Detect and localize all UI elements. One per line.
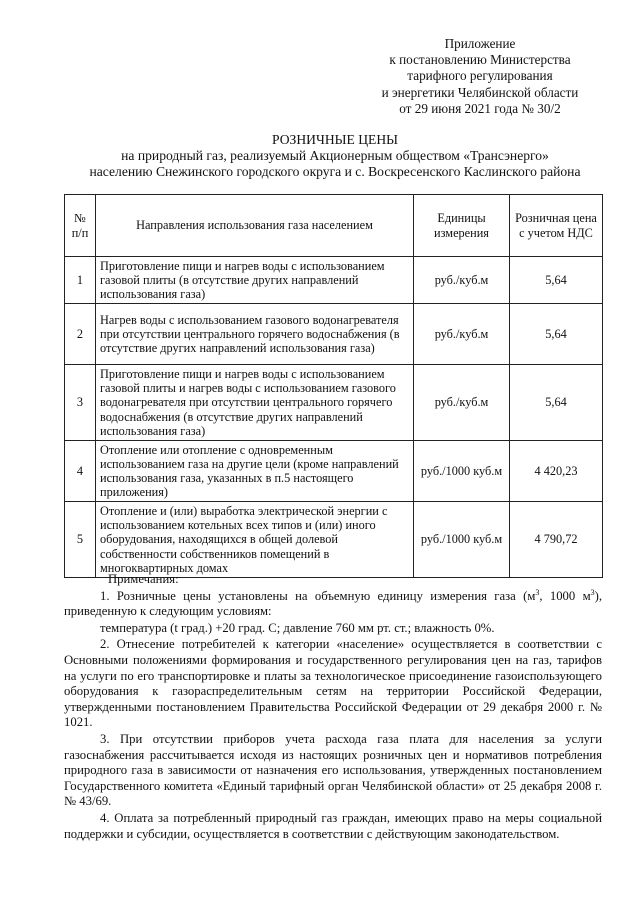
appendix-line: тарифного регулирования	[407, 68, 553, 84]
row-num: 2	[65, 304, 96, 365]
row-price: 4 420,23	[510, 441, 603, 502]
notes-section	[64, 572, 602, 843]
appendix-line: к постановлению Министерства	[389, 52, 571, 68]
row-num: 4	[65, 441, 96, 502]
row-unit: руб./1000 куб.м	[414, 441, 510, 502]
header-direction: Направления использования газа населением	[96, 195, 414, 257]
row-price: 5,64	[510, 365, 603, 441]
table-row	[65, 257, 603, 304]
row-desc: Отопление или отопление с одновременным использованием газа на другие цели (кроме направлений использования газа, указанных в п.5 настоящего приложения)	[96, 441, 414, 502]
table-row	[65, 441, 603, 502]
appendix-line: и энергетики Челябинской области	[381, 84, 579, 100]
row-desc: Приготовление пищи и нагрев воды с использованием газовой плиты и нагрев воды с использованием газового водонагревателя при отсутствии центрального горячего водоснабжения (в отсутствие других направлений использования газа)	[96, 365, 414, 441]
header-unit: Единицы измерения	[414, 195, 510, 257]
note-1	[64, 589, 602, 620]
row-num: 3	[65, 365, 96, 441]
table-row	[65, 502, 603, 578]
row-num: 5	[65, 502, 96, 578]
note-1-conditions: температура (t град.) +20 град. С; давление 760 мм рт. ст.; влажность 0%.	[100, 620, 495, 635]
note-2: 2. Отнесение потребителей к категории «население» осуществляется в соответствии с Основными положениями формирования и государственного регулирования цен на газ, тарифов на услуги по его транспортировке и платы за технологическое присоединение газоиспользующего оборудования к газораспределительным сетям на территории Российской Федерации, утвержденными постановлением Правительства Российской Федерации от 29 декабря 2000 г. № 1021.	[64, 637, 602, 730]
row-unit: руб./1000 куб.м	[414, 502, 510, 578]
row-desc: Приготовление пищи и нагрев воды с использованием газовой плиты (в отсутствие других направлений использования газа)	[96, 257, 414, 304]
title-line-2: населению Снежинского городского округа и с. Воскресенского Каслинского района	[89, 164, 581, 179]
row-num: 1	[65, 257, 96, 304]
prices-table	[64, 194, 603, 578]
document-title	[40, 132, 630, 180]
row-price: 5,64	[510, 304, 603, 365]
note-1-text-c: ), приведенную к следующим условиям:	[64, 588, 603, 619]
notes-title: Примечания:	[108, 572, 179, 586]
appendix-header	[350, 36, 610, 117]
header-num: № п/п	[65, 195, 96, 257]
note-1-sup-1: 3	[535, 587, 540, 597]
appendix-line: Приложение	[444, 36, 516, 51]
table-row	[65, 365, 603, 441]
note-4: 4. Оплата за потребленный природный газ граждан, имеющих право на меры социальной поддержки и субсидии, осуществляется в соответствии с действующим законодательством.	[64, 810, 602, 841]
note-1-text-a: 1. Розничные цены установлены на объемную единицу измерения газа (м	[100, 588, 536, 603]
row-desc: Нагрев воды с использованием газового водонагревателя при отсутствии центрального горячего водоснабжения (в отсутствие других направлений использования газа)	[96, 304, 414, 365]
header-price: Розничная цена с учетом НДС	[510, 195, 603, 257]
row-desc: Отопление и (или) выработка электрической энергии с использованием котельных всех типов и (или) иного оборудования, находящихся в общей долевой собственности собственников помещений в многоквартирных домах	[96, 502, 414, 578]
table-header-row	[65, 195, 603, 257]
note-3: 3. При отсутствии приборов учета расхода газа плата для населения за услуги газоснабжения рассчитывается исходя из настоящих розничных цен и нормативов потребления природного газа в зависимости от назначения его использования, утвержденных постановлением Государственного комитета «Единый тарифный орган Челябинской области» от 25 декабря 2008 г. № 43/69.	[64, 731, 602, 809]
title-line-1: на природный газ, реализуемый Акционерным обществом «Трансэнерго»	[121, 148, 549, 163]
row-unit: руб./куб.м	[414, 365, 510, 441]
row-unit: руб./куб.м	[414, 257, 510, 304]
row-price: 4 790,72	[510, 502, 603, 578]
note-1-sup-2: 3	[590, 587, 595, 597]
title-heading: РОЗНИЧНЫЕ ЦЕНЫ	[272, 132, 398, 147]
table-row	[65, 304, 603, 365]
appendix-line: от 29 июня 2021 года № 30/2	[399, 100, 561, 116]
row-unit: руб./куб.м	[414, 304, 510, 365]
row-price: 5,64	[510, 257, 603, 304]
note-1-text-b: , 1000 м	[539, 588, 591, 603]
